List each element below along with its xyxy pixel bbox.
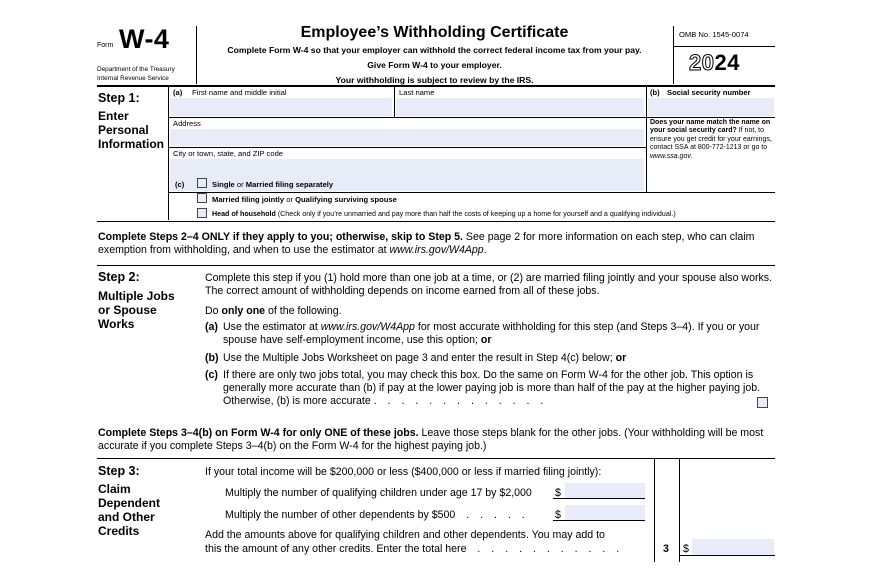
item-c-text: If there are only two jobs total, you may check this box. Do the same on Form W-4 for the other job. This option is generally more accurate than (b) if pay at the lower paying job is more than half of the pay at the higher paying job. Otherwise, (b) is more accurate — [223, 369, 761, 407]
qualifying-children-amount-input[interactable] — [565, 483, 645, 498]
city-label: City or town, state, and ZIP code — [173, 149, 284, 158]
step2c-letter: (c) — [205, 369, 218, 381]
first-name-input[interactable] — [170, 98, 392, 116]
w4-form — [97, 22, 775, 562]
line2-dots: . . . . . — [466, 509, 529, 521]
item-b-or: or — [615, 352, 627, 364]
item-a-post: for most accurate withholding for this step (and Steps 3–4). If you or your spouse have self-employment income, use this option; — [223, 321, 760, 346]
step2-do-one — [205, 305, 342, 318]
only-one-text: only one — [221, 305, 266, 317]
married-jointly-text: Married filing jointly — [212, 195, 285, 204]
ssn-label: Social security number — [667, 88, 751, 97]
step2-subtitle — [98, 289, 175, 331]
step3-intro: If your total income will be $200,000 or less ($400,000 or less if married filing jointly): — [205, 466, 602, 478]
field-b-letter: (b) — [650, 88, 660, 97]
ssn-input[interactable] — [648, 98, 774, 116]
item-b-text: Use the Multiple Jobs Worksheet on page 3 and enter the result in Step 4(c) below; — [223, 352, 616, 364]
step2b-text — [223, 352, 626, 365]
qualifying-spouse-text: Qualifying surviving spouse — [295, 195, 397, 204]
head-of-household-label — [212, 210, 676, 218]
form-word: Form — [97, 42, 114, 49]
notice1-end: . — [483, 244, 487, 256]
field-c-letter: (c) — [175, 180, 185, 189]
address-label: Address — [173, 119, 201, 128]
head-of-household-checkbox[interactable] — [197, 208, 207, 218]
header-instruction-3: Your withholding is subject to review by the IRS. — [335, 75, 534, 85]
step1-title: Step 1: — [98, 91, 140, 105]
step1-subtitle-line: Enter — [98, 109, 129, 123]
step3-subtitle-line: Dependent — [98, 496, 161, 510]
last-name-input[interactable] — [396, 98, 644, 116]
other-dependents-label — [225, 509, 529, 522]
step1-subtitle — [98, 109, 164, 151]
two-jobs-checkbox[interactable] — [757, 397, 768, 408]
last-name-label: Last name — [399, 88, 435, 97]
form-number: W-4 — [119, 24, 170, 54]
single-text: Single — [212, 180, 235, 189]
year-outline-digits: 20 — [689, 50, 715, 75]
w4app-link[interactable]: www.irs.gov/W4App — [320, 321, 415, 333]
step3-subtitle-line: Credits — [98, 524, 140, 538]
single-checkbox[interactable] — [197, 178, 207, 188]
step3-title: Step 3: — [98, 464, 140, 478]
notice2-text: Leave those steps blank for the other jobs. (Your withholding will be most accurate if you complete Steps 3–4(b) on the Form W-4 for the highest paying job.) — [98, 427, 764, 452]
married-jointly-checkbox[interactable] — [197, 193, 207, 203]
header-instruction-1: Complete Form W-4 so that your employer can withhold the correct federal income tax from your pay. — [227, 45, 642, 55]
field-a-letter: (a) — [173, 88, 183, 97]
step2c-text — [223, 369, 763, 408]
step3-total-line2 — [205, 543, 623, 556]
children-dollar-sign: $ — [555, 487, 561, 499]
total-line2-text: this the amount of any other credits. Enter the total here — [205, 543, 467, 555]
step2a-text — [223, 321, 775, 347]
step2-title: Step 2: — [98, 270, 140, 284]
step2-subtitle-line: or Spouse — [98, 303, 157, 317]
or-text: or — [284, 195, 296, 204]
year-bold-digits: 24 — [714, 50, 740, 75]
tax-year — [689, 50, 740, 76]
ssa-link[interactable]: www.ssa.gov — [650, 152, 691, 160]
do-pre: Do — [205, 305, 222, 317]
qualifying-children-label: Multiply the number of qualifying children under age 17 by $2,000 — [225, 487, 532, 499]
w4app-link[interactable]: www.irs.gov/W4App — [389, 244, 484, 256]
notice-steps-2-4 — [98, 231, 775, 257]
total-dots: . . . . . . . . . . . — [477, 543, 624, 555]
dept-line-2: Internal Revenue Service — [97, 74, 169, 82]
line2-text: Multiply the number of other dependents by $500 — [225, 509, 456, 521]
first-name-label: First name and middle initial — [192, 88, 287, 97]
department-label — [97, 66, 175, 83]
step1-subtitle-line: Information — [98, 137, 164, 151]
dependents-dollar-sign: $ — [555, 509, 561, 521]
step1-subtitle-line: Personal — [98, 123, 149, 137]
step2b-letter: (b) — [205, 352, 219, 364]
item-c-dots: . . . . . . . . . . . . . — [373, 395, 548, 407]
line-number-3: 3 — [663, 543, 669, 555]
notice2-bold: Complete Steps 3–4(b) on Form W-4 for only ONE of these jobs. — [98, 427, 419, 439]
item-a-pre: Use the estimator at — [223, 321, 321, 333]
item-a-or: or — [480, 334, 492, 346]
step2a-letter: (a) — [205, 321, 218, 333]
ssn-name-match-note — [650, 119, 774, 161]
total-dollar-sign: $ — [683, 543, 689, 555]
step3-total-amount-input[interactable] — [692, 539, 774, 555]
address-input[interactable] — [170, 129, 644, 146]
step2-subtitle-line: Works — [98, 317, 135, 331]
married-separately-text: Married filing separately — [245, 180, 334, 189]
form-title: Employee’s Withholding Certificate — [300, 24, 569, 41]
single-label — [212, 180, 333, 189]
step3-subtitle — [98, 482, 160, 538]
head-of-household-text: Head of household — [212, 210, 276, 218]
married-jointly-label — [212, 195, 397, 204]
notice1-text: See page 2 for more information on each step, who can claim exemption from withholding, and when to use the estimator at — [98, 231, 755, 256]
dept-line-1: Department of the Treasury — [97, 66, 175, 73]
step3-subtitle-line: Claim — [98, 482, 131, 496]
ssn-note-question: Does your name match the name on your social security card? — [650, 119, 771, 135]
notice1-bold: Complete Steps 2–4 ONLY if they apply to you; otherwise, skip to Step 5. — [98, 231, 463, 243]
header-instruction-2: Give Form W-4 to your employer. — [367, 60, 502, 70]
ssn-note-text: If not, to ensure you get credit for your earnings, contact SSA at 800-772-1213 or go to — [650, 127, 772, 152]
omb-number: OMB No. 1545-0074 — [679, 30, 749, 39]
or-text: or — [234, 180, 246, 189]
step3-total-line1: Add the amounts above for qualifying children and other dependents. You may add to — [205, 529, 605, 541]
step3-subtitle-line: and Other — [98, 510, 155, 524]
step2-intro: Complete this step if you (1) hold more than one job at a time, or (2) are married filing jointly and your spouse also works. The correct amount of withholding depends on income earned from all of these jobs. — [205, 272, 773, 297]
header-center — [197, 24, 672, 86]
do-post: of the following. — [265, 305, 342, 317]
other-dependents-amount-input[interactable] — [565, 505, 645, 520]
step2-subtitle-line: Multiple Jobs — [98, 289, 175, 303]
ssn-note-end: . — [690, 152, 693, 160]
notice-steps-3-4b — [98, 427, 775, 453]
head-of-household-note: (Check only if you’re unmarried and pay more than half the costs of keeping up a home for yourself and a qualifying individual.) — [275, 210, 676, 218]
